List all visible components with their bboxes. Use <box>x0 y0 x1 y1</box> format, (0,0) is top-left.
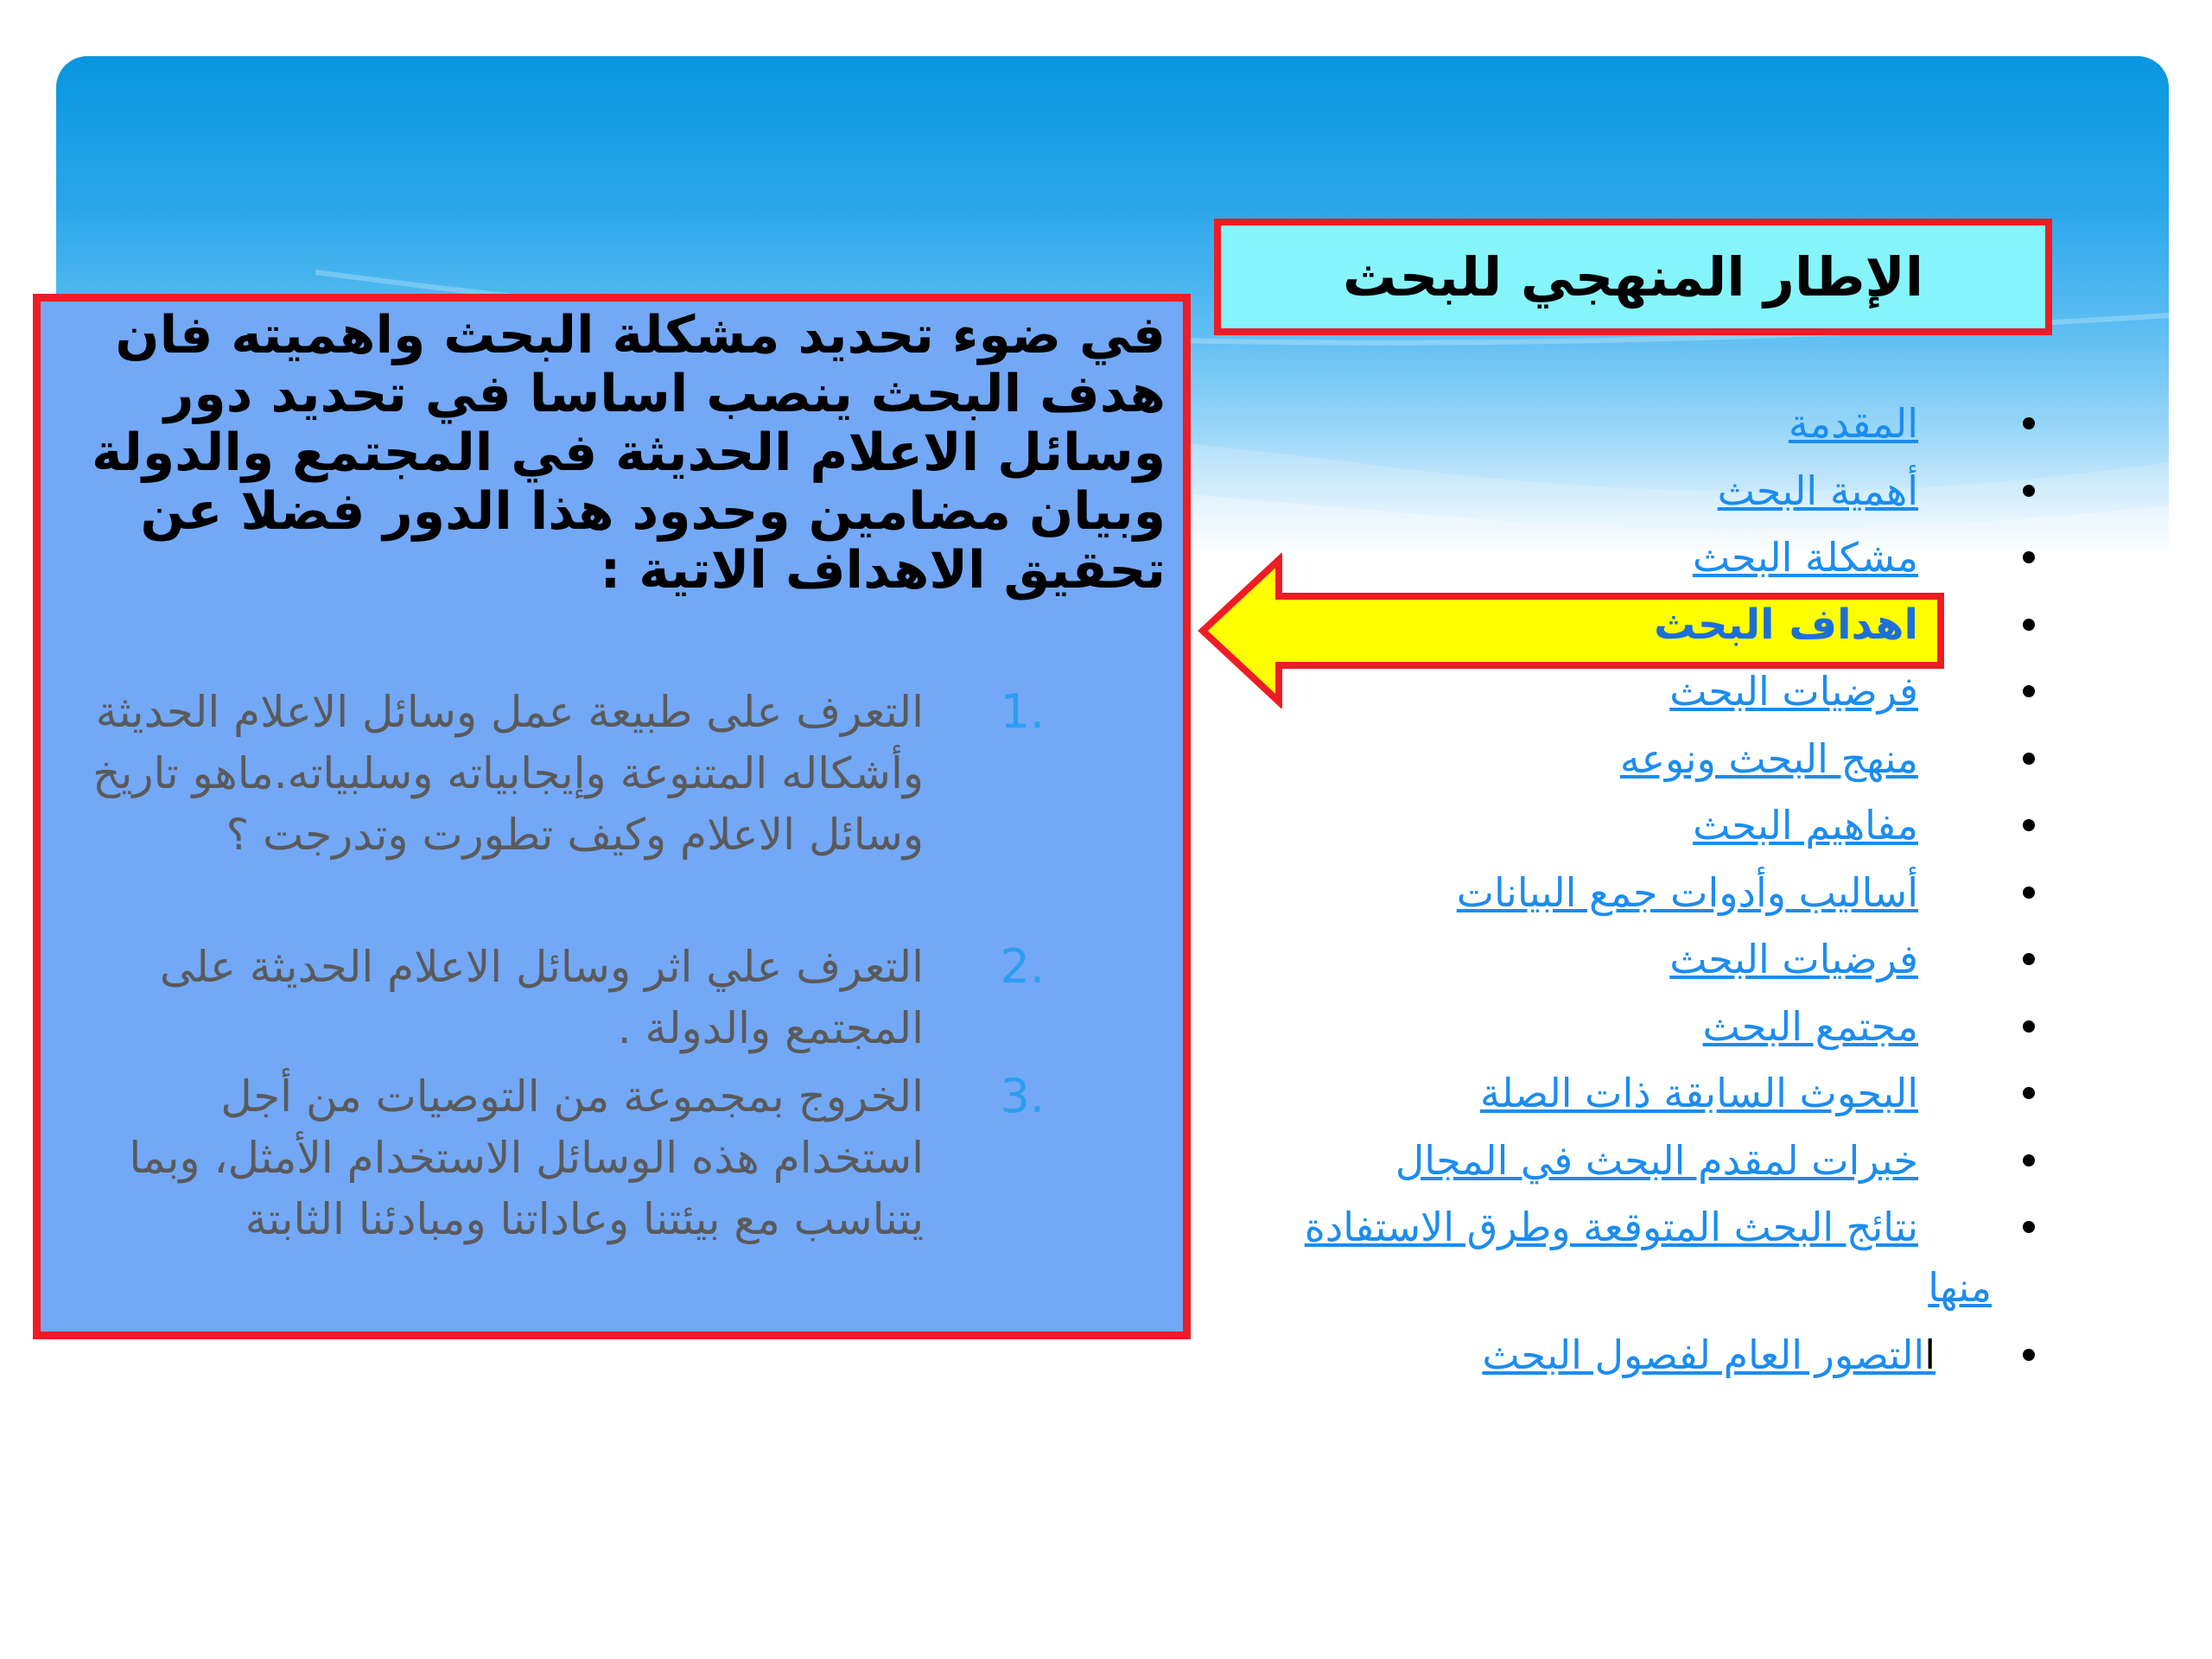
toc-prefix-text: ا <box>1924 1332 1936 1378</box>
toc-link[interactable]: أساليب وأدوات جمع البيانات <box>1456 869 1918 916</box>
toc-link[interactable]: نتائج البحث المتوقعة وطرق الاستفادة <box>1304 1204 1918 1250</box>
bullet-icon <box>2023 1349 2035 1361</box>
toc-item[interactable] <box>1210 1063 2074 1123</box>
toc-link-text[interactable]: التصور العام لفصول البحث <box>1482 1332 1925 1378</box>
bullet-icon <box>2023 1221 2035 1233</box>
toc-item[interactable] <box>1210 1325 2074 1385</box>
goal-text: التعرف على طبيعة عمل وسائل الاعلام الحديثة وأشكاله المتنوعة وإيجابياته وسلبياته.ماهو تاريخ وسائل الاعلام وكيف تطورت وتدرجت ؟ <box>92 687 924 860</box>
toc-item[interactable] <box>1210 1130 2074 1191</box>
toc-link[interactable]: مشكلة البحث <box>1692 534 1918 581</box>
toc-item[interactable] <box>1210 461 2074 521</box>
goals-list <box>41 682 1183 1287</box>
toc-link[interactable]: البحوث السابقة ذات الصلة <box>1479 1070 1918 1116</box>
bullet-icon <box>2023 753 2035 765</box>
toc-link[interactable]: خبرات لمقدم البحث في المجال <box>1395 1137 1918 1184</box>
toc-link-continuation[interactable]: منها <box>1928 1264 1992 1311</box>
toc-link[interactable]: أهمية البحث <box>1717 467 1918 514</box>
bullet-icon <box>2023 1087 2035 1099</box>
toc-item[interactable] <box>1210 661 2074 721</box>
slide-title-box <box>1214 219 2052 335</box>
toc-link[interactable]: مفاهيم البحث <box>1693 802 1918 849</box>
bullet-icon <box>2023 417 2035 429</box>
toc-item[interactable] <box>1210 393 2074 454</box>
goal-text: الخروج بمجموعة من التوصيات من أجل استخدام هذه الوسائل الاستخدام الأمثل، وبما يتناسب مع بيئتنا وعاداتنا ومبادئنا الثابتة <box>129 1071 924 1244</box>
bullet-icon <box>2023 1154 2035 1166</box>
goal-number: .1 <box>1000 684 1045 739</box>
toc-link[interactable]: مجتمع البحث <box>1702 1003 1918 1050</box>
lead-paragraph: في ضوء تحديد مشكلة البحث واهميته فان هدف البحث ينصب اساسا في تحديد دور وسائل الاعلام الحديثة في المجتمع والدولة وبيان مضامين وحدود هذا الدور فضلا عن تحقيق الاهداف الاتية : <box>91 305 1166 601</box>
toc-item[interactable] <box>1210 862 2074 923</box>
toc-link[interactable] <box>1482 1325 1936 1385</box>
toc-list <box>1210 393 2074 1387</box>
goal-text: التعرف علي اثر وسائل الاعلام الحديثة على المجتمع والدولة . <box>159 942 924 1053</box>
bullet-icon <box>2023 685 2035 697</box>
bullet-icon <box>2023 953 2035 965</box>
slide-title: الإطار المنهجي للبحث <box>1343 245 1923 308</box>
goal-number: .3 <box>1000 1069 1045 1123</box>
bullet-icon <box>2023 619 2035 631</box>
toc-item-active[interactable] <box>1210 594 2074 655</box>
bullet-icon <box>2023 485 2035 497</box>
toc-item[interactable] <box>1210 996 2074 1057</box>
content-panel <box>33 294 1191 1339</box>
toc-item[interactable] <box>1210 1197 2074 1257</box>
toc-item[interactable] <box>1210 795 2074 855</box>
bullet-icon <box>2023 551 2035 563</box>
toc-item[interactable] <box>1210 527 2074 588</box>
bullet-icon <box>2023 887 2035 899</box>
goal-number: .2 <box>1000 939 1045 994</box>
bullet-icon <box>2023 819 2035 831</box>
toc-link[interactable]: منهج البحث ونوعه <box>1619 735 1918 782</box>
toc-link-active[interactable]: اهداف البحث <box>1654 601 1918 649</box>
toc-link[interactable]: فرضيات البحث <box>1669 936 1918 982</box>
toc-link[interactable]: المقدمة <box>1788 400 1918 447</box>
bullet-icon <box>2023 1020 2035 1033</box>
toc-item[interactable] <box>1210 728 2074 789</box>
toc-item[interactable] <box>1210 929 2074 989</box>
toc-link[interactable]: فرضيات البحث <box>1669 668 1918 715</box>
